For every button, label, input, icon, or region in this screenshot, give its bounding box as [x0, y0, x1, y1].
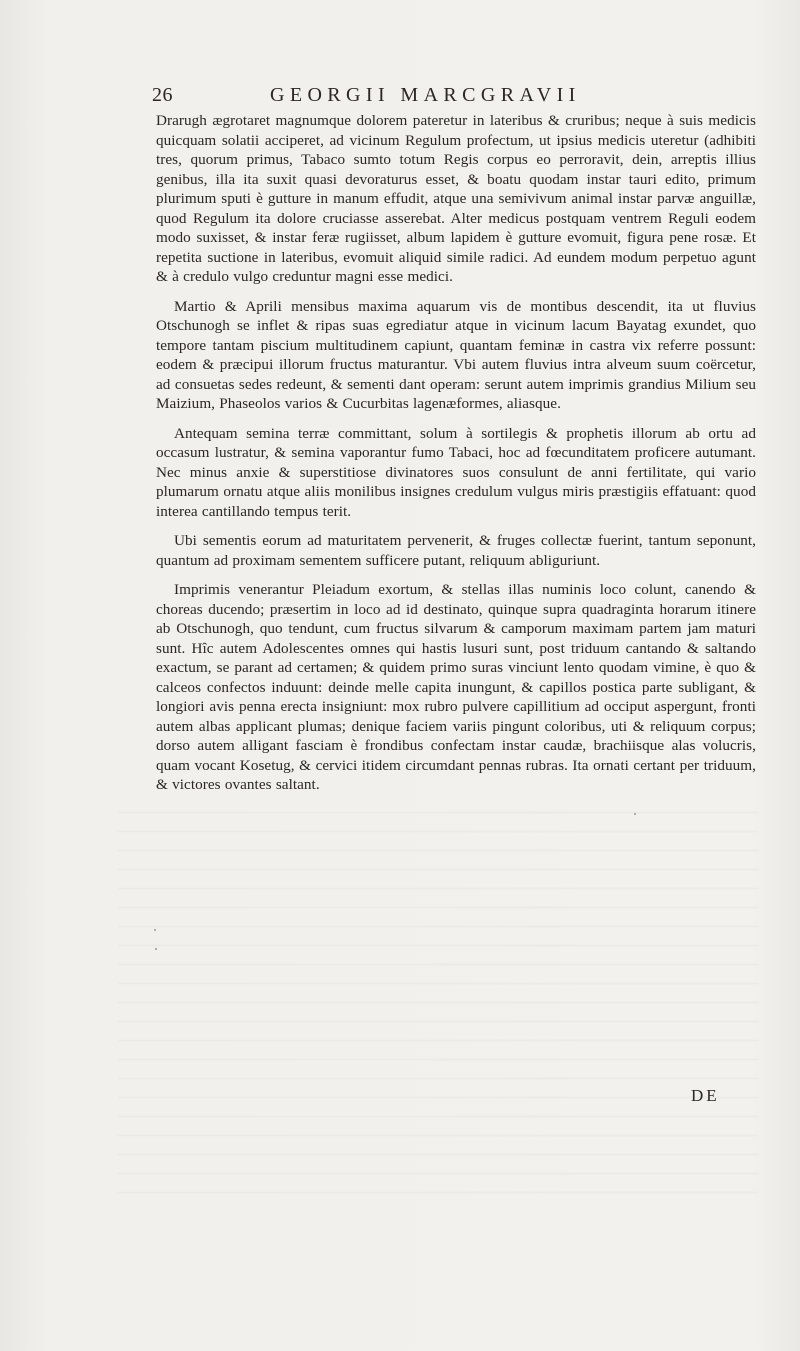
paragraph: Martio & Aprili mensibus maxima aquarum vis de montibus descendit, ita ut fluvius Otschunogh se inflet & ripas suas egrediatur atque in vicinum lacum Bayatag exundet, quo tempore tantam piscium multitudinem capiunt, quantam feminæ in castra vix referre possunt: eodem & præcipui illorum fructus maturantur. Vbi autem fluvius intra alveum suum coërcetur, ad consuetas sedes redeunt, & sementi dant operam: serunt autem imprimis grandius Milium seu Maizium, Phaseolos varios & Cucurbitas lagenæformes, aliasque.	[156, 297, 756, 412]
paragraph: Antequam semina terræ committant, solum à sortilegis & prophetis illorum ab ortu ad occasum lustratur, & semina vaporantur fumo Tabaci, hoc ad fœcunditatem proficere autumant. Nec minus anxie & superstitiose divinatores suos consulunt de anni fertilitate, qui vario plumarum ornatu atque aliis monilibus insignes credulum vulgus miris præstigiis effatuant: quod interea cantillando tempus terit.	[156, 424, 756, 520]
paragraph: Drarugh ægrotaret magnumque dolorem pateretur in lateribus & cruribus; neque à suis medicis quicquam solatii acciperet, ad vicinum Regulum profectum, ut ipsius medicis uteretur (adhibiti tres, quorum primus, Tabaco sumto totum Regis corpus eo perroravit, dein, arreptis illius genibus, illa ita suxit quasi devoraturus esset, & boatu quodam instar tauri edito, primum plurimum sputi è gutture in manum effudit, atque una semivivum animal instar parvæ anguillæ, quod Regulum ita dolore cruciasse asserebat. Alter medicus postquam ventrem Reguli eodem modo suxisset, & instar feræ rugiisset, album lapidem è gutture evomuit, figura pene rosæ. Et repetita suctione in lateribus, evomuit aliquid simile radici. Ad eundem modum perpetuo agunt & à credulo vulgo creduntur magni esse medici.	[156, 112, 756, 285]
paragraph: Imprimis venerantur Pleiadum exortum, & stellas illas numinis loco colunt, canendo & choreas ducendo; præsertim in loco ad id destinato, quinque supra quadraginta horarum itinere ab Otschunogh, quo tendunt, cum fructus silvarum & camporum maximam partem jam maturi sunt. Hîc autem Adolescentes omnes qui hastis lusuri sunt, post triduum cantando & saltando exactum, se parant ad certamen; & quidem primo suras vinciunt lento quodam vimine, è quo & calceos confectos induunt: deinde melle capita inungunt, & capillos postica parte subligant, & longiori avis penna erecta insigniunt: mox rubro pulvere capillitium ad occiput aspergunt, fronti autem albas applicant plumas; denique faciem variis pingunt coloribus, uti & reliquum corpus; dorso autem alligant fasciam è frondibus confectam instar caudæ, brachiisque alas volucris, quam vocant Kosetug, & cervici itidem circumdant pennas rubras. Ita ornati certant per triduum, & victores ovantes saltant.	[156, 581, 756, 793]
catchword: DE	[691, 1086, 720, 1105]
paper-speck	[155, 948, 157, 950]
page-header	[152, 84, 632, 108]
page-number: 26	[152, 84, 173, 106]
running-title: GEORGII MARCGRAVII	[270, 84, 581, 106]
body-text	[156, 111, 756, 805]
paragraph: Ubi sementis eorum ad maturitatem pervenerit, & fruges collectæ fuerint, tantum seponunt, quantum ad proximam sementem sufficere putant, reliquum abliguriunt.	[156, 532, 756, 569]
paper-speck	[154, 929, 156, 931]
paper-speck	[634, 813, 636, 815]
show-through-text	[118, 812, 758, 1202]
